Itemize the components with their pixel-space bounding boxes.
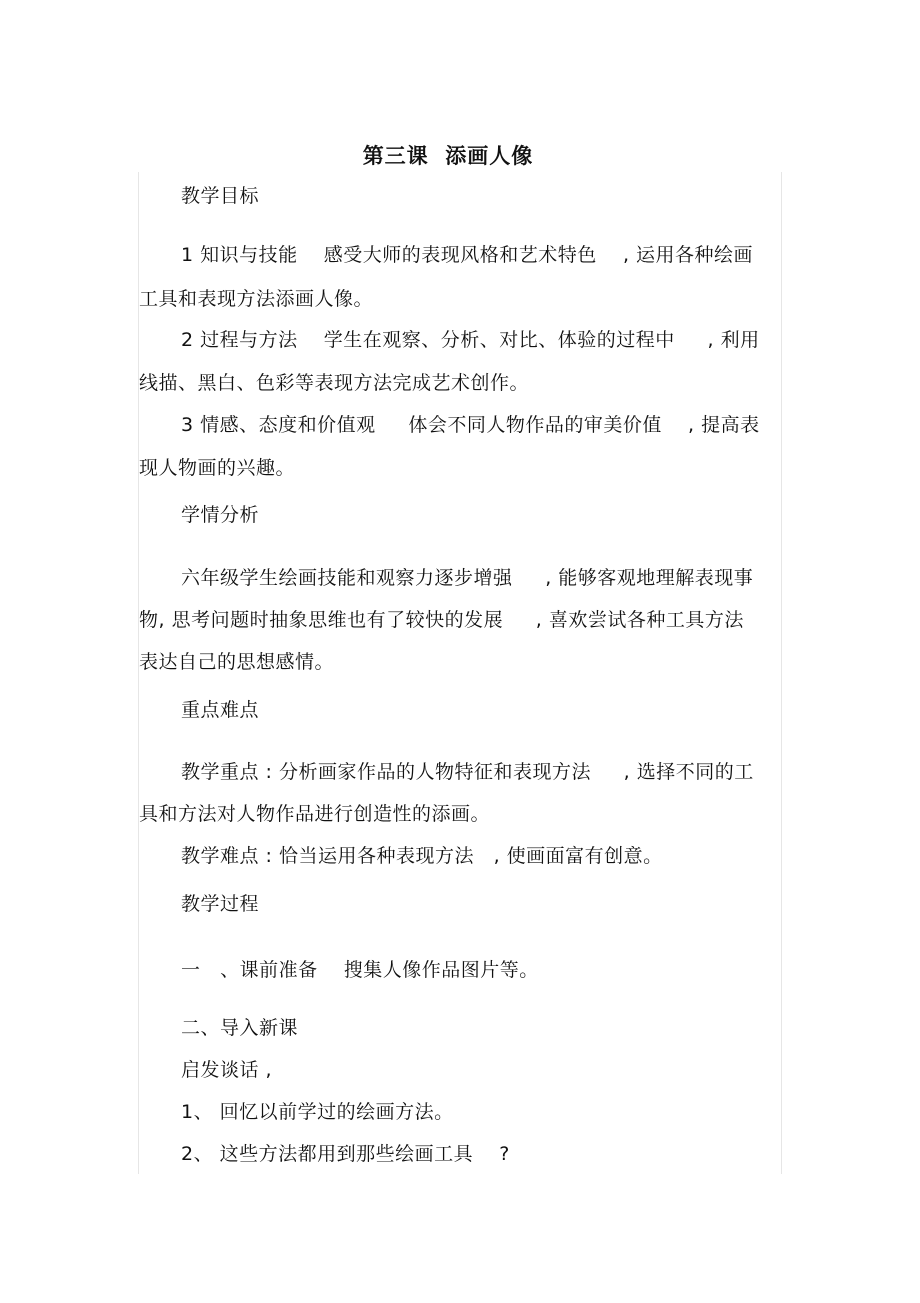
process-talk: 启发谈话 , [181,1059,273,1081]
heading-teaching-process: 教学过程 [181,893,260,915]
process-step-1: 一 、课前准备 搜集人像作品图片等。 [181,959,539,981]
heading-learning-analysis: 学情分析 [181,504,260,526]
process-item-2: 2、 这些方法都用到那些绘画工具 ? [181,1143,510,1165]
objective-3-line-1: 3 情感、态度和价值观 体会不同人物作品的审美价值 , 提高表 [181,414,760,436]
heading-teaching-objectives: 教学目标 [181,185,260,207]
objective-2-line-2: 线描、黑白、色彩等表现方法完成艺术创作。 [139,372,530,394]
process-item-1: 1、 回忆以前学过的绘画方法。 [181,1101,454,1123]
objective-3-line-2: 现人物画的兴趣。 [139,457,296,479]
objective-1-line-2: 工具和表现方法添画人像。 [139,288,374,310]
lesson-title: 第三课 添画人像 [362,144,534,168]
analysis-line-3: 表达自己的思想感情。 [139,651,335,673]
key-point-line-1: 教学重点 : 分析画家作品的人物特征和表现方法 , 选择不同的工 [181,761,754,783]
process-step-2: 二、导入新课 [181,1017,299,1039]
analysis-line-1: 六年级学生绘画技能和观察力逐步增强 , 能够客观地理解表现事 [181,567,754,589]
difficult-point-line: 教学难点 : 恰当运用各种表现方法 , 使画面富有创意。 [181,845,663,867]
key-point-line-2: 具和方法对人物作品进行创造性的添画。 [139,803,491,825]
objective-1-line-1: 1 知识与技能 感受大师的表现风格和艺术特色 , 运用各种绘画 [181,244,754,266]
page-border-right [781,172,782,1174]
heading-key-points: 重点难点 [181,699,260,721]
analysis-line-2: 物, 思考问题时抽象思维也有了较快的发展 , 喜欢尝试各种工具方法 [139,609,744,631]
objective-2-line-1: 2 过程与方法 学生在观察、分析、对比、体验的过程中 , 利用 [181,329,760,351]
